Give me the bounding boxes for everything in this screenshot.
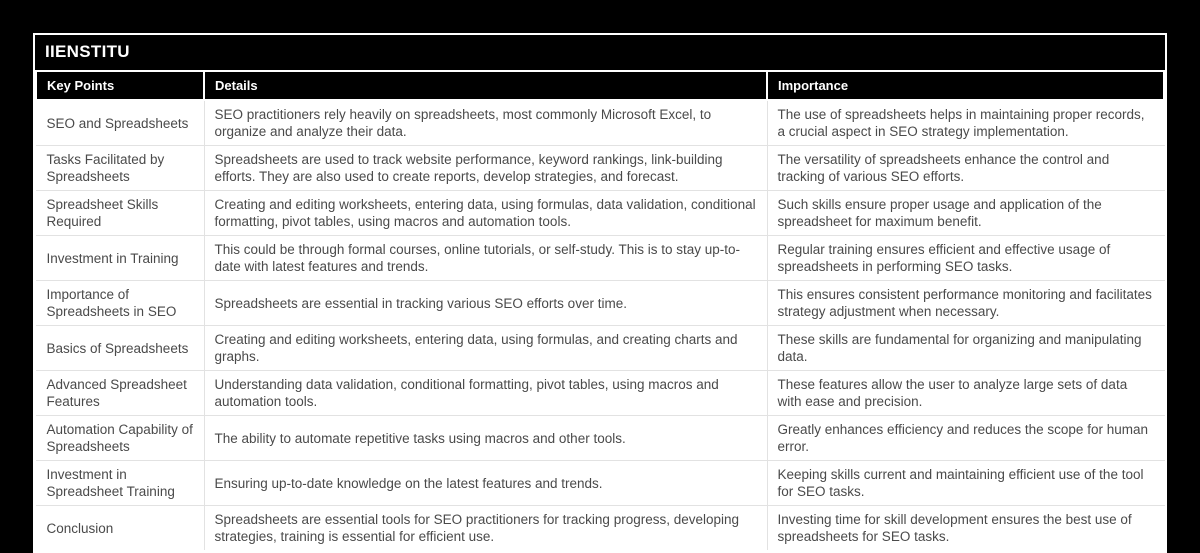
table-row [36, 236, 1164, 281]
importance-cell: Keeping skills current and maintaining efficient use of the tool for SEO tasks. [767, 461, 1164, 506]
column-header-importance: Importance [767, 71, 1164, 100]
importance-cell: Greatly enhances efficiency and reduces the scope for human error. [767, 416, 1164, 461]
details-cell: Spreadsheets are essential tools for SEO practitioners for tracking progress, developing strategies, training is essential for efficient use. [204, 506, 767, 551]
importance-cell: These features allow the user to analyze large sets of data with ease and precision. [767, 371, 1164, 416]
table-row [36, 461, 1164, 506]
table-row [36, 416, 1164, 461]
table-header [36, 71, 1164, 100]
table-row [36, 100, 1164, 146]
importance-cell: Regular training ensures efficient and effective usage of spreadsheets in performing SEO tasks. [767, 236, 1164, 281]
table-row [36, 506, 1164, 551]
content-card [33, 33, 1167, 553]
importance-cell: These skills are fundamental for organizing and manipulating data. [767, 326, 1164, 371]
table-body [36, 100, 1164, 551]
details-cell: Understanding data validation, conditional formatting, pivot tables, using macros and automation tools. [204, 371, 767, 416]
column-header-details: Details [204, 71, 767, 100]
brand-title: IIENSTITU [35, 35, 1165, 70]
details-cell: This could be through formal courses, online tutorials, or self-study. This is to stay up-to-date with latest features and trends. [204, 236, 767, 281]
importance-cell: The versatility of spreadsheets enhance the control and tracking of various SEO efforts. [767, 146, 1164, 191]
details-cell: SEO practitioners rely heavily on spreadsheets, most commonly Microsoft Excel, to organize and analyze their data. [204, 100, 767, 146]
importance-cell: Such skills ensure proper usage and application of the spreadsheet for maximum benefit. [767, 191, 1164, 236]
key-point-cell: Basics of Spreadsheets [36, 326, 204, 371]
table-row [36, 191, 1164, 236]
table-row [36, 326, 1164, 371]
key-point-cell: Advanced Spreadsheet Features [36, 371, 204, 416]
key-point-cell: SEO and Spreadsheets [36, 100, 204, 146]
table-row [36, 146, 1164, 191]
seo-spreadsheets-table [35, 70, 1165, 551]
table-row [36, 281, 1164, 326]
key-point-cell: Spreadsheet Skills Required [36, 191, 204, 236]
details-cell: Ensuring up-to-date knowledge on the latest features and trends. [204, 461, 767, 506]
column-header-key-points: Key Points [36, 71, 204, 100]
details-cell: Creating and editing worksheets, entering data, using formulas, data validation, conditional formatting, pivot tables, using macros and automation tools. [204, 191, 767, 236]
details-cell: Spreadsheets are essential in tracking various SEO efforts over time. [204, 281, 767, 326]
key-point-cell: Automation Capability of Spreadsheets [36, 416, 204, 461]
key-point-cell: Tasks Facilitated by Spreadsheets [36, 146, 204, 191]
key-point-cell: Investment in Spreadsheet Training [36, 461, 204, 506]
key-point-cell: Importance of Spreadsheets in SEO [36, 281, 204, 326]
importance-cell: Investing time for skill development ensures the best use of spreadsheets for SEO tasks. [767, 506, 1164, 551]
importance-cell: This ensures consistent performance monitoring and facilitates strategy adjustment when necessary. [767, 281, 1164, 326]
key-point-cell: Investment in Training [36, 236, 204, 281]
key-point-cell: Conclusion [36, 506, 204, 551]
table-row [36, 371, 1164, 416]
details-cell: The ability to automate repetitive tasks using macros and other tools. [204, 416, 767, 461]
details-cell: Creating and editing worksheets, entering data, using formulas, and creating charts and graphs. [204, 326, 767, 371]
importance-cell: The use of spreadsheets helps in maintaining proper records, a crucial aspect in SEO strategy implementation. [767, 100, 1164, 146]
details-cell: Spreadsheets are used to track website performance, keyword rankings, link-building efforts. They are also used to create reports, develop strategies, and forecast. [204, 146, 767, 191]
